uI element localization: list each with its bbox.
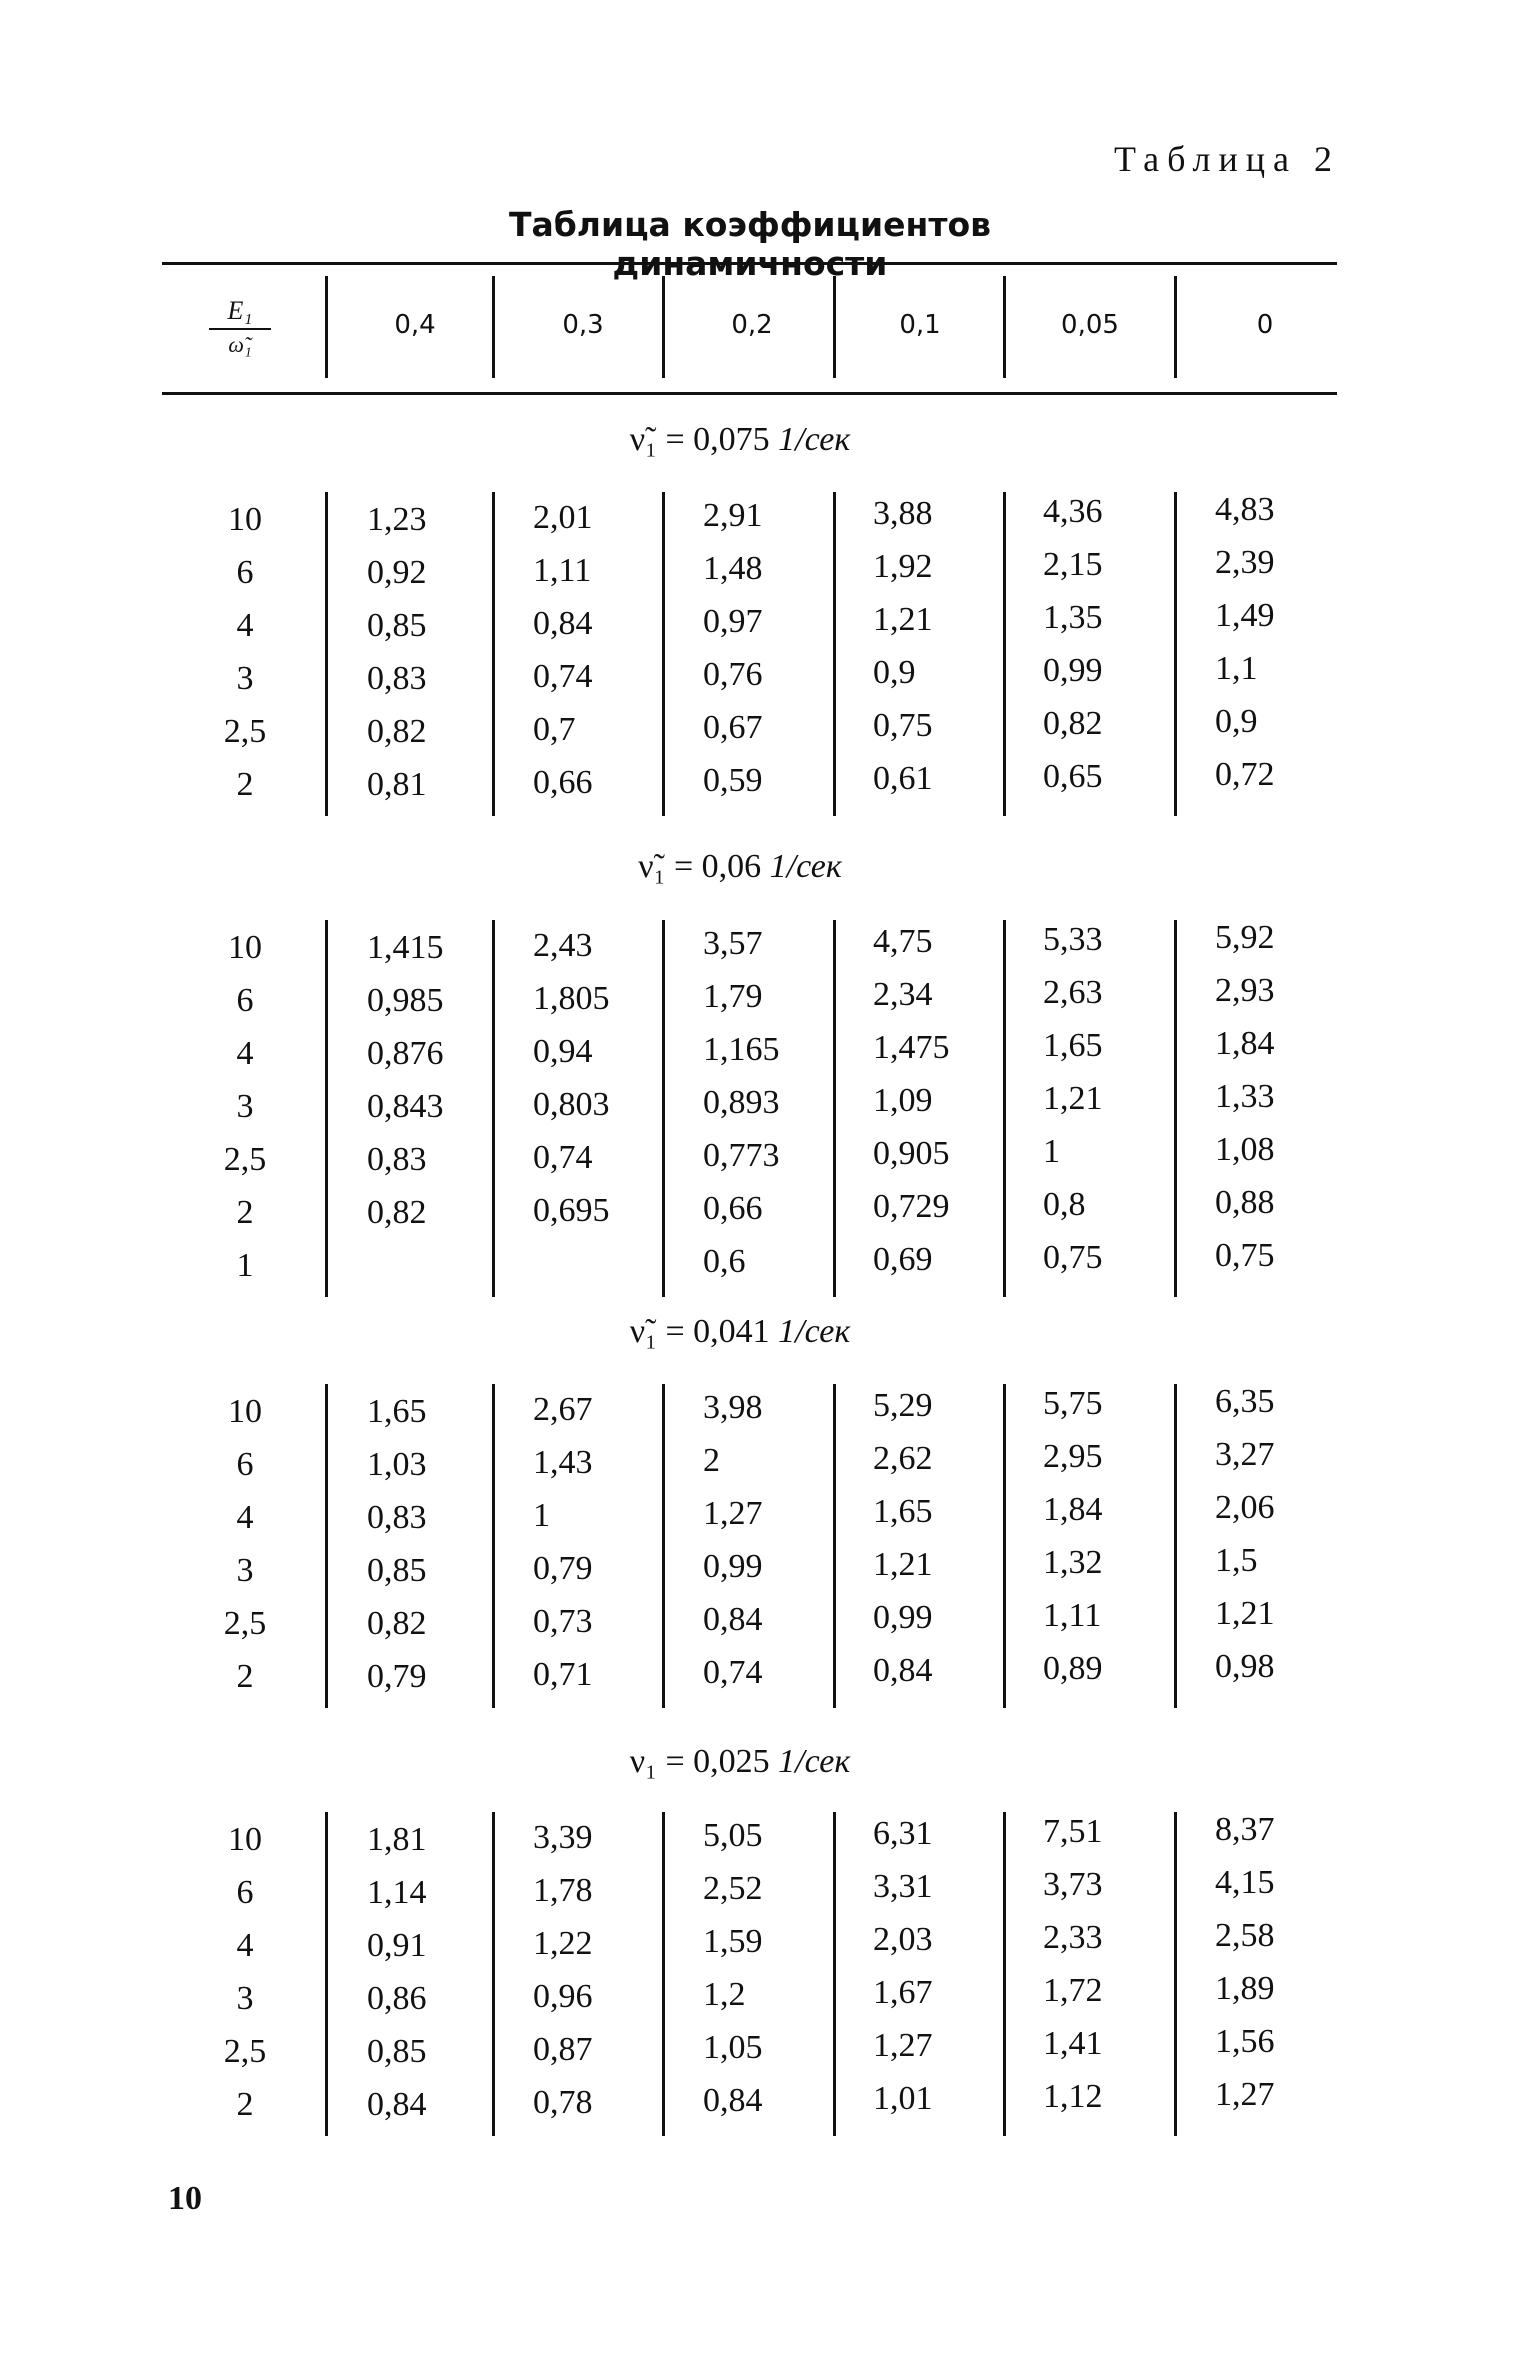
table-cell: 2,06 xyxy=(1215,1489,1275,1526)
row-label: 6 xyxy=(236,1446,254,1483)
table-cell: 0,773 xyxy=(703,1137,780,1174)
table-cell: 0,66 xyxy=(703,1190,763,1227)
section-heading-unit: 1/сек xyxy=(769,848,842,885)
table-cell: 1,89 xyxy=(1215,1970,1275,2007)
table-cell: 0,905 xyxy=(873,1135,950,1172)
table-cell: 0,96 xyxy=(533,1978,593,2015)
column-separator xyxy=(1003,1384,1006,1708)
table-cell: 0,83 xyxy=(367,1499,427,1536)
column-separator xyxy=(1174,920,1177,1297)
table-cell: 0,82 xyxy=(367,1605,427,1642)
column-separator xyxy=(833,492,836,816)
table-cell: 0,99 xyxy=(873,1599,933,1636)
table-cell: 3,73 xyxy=(1043,1866,1103,1903)
table-cell: 2,95 xyxy=(1043,1438,1103,1475)
table-cell: 0,82 xyxy=(367,1194,427,1231)
table-cell: 0,92 xyxy=(367,554,427,591)
table-cell: 1,22 xyxy=(533,1925,593,1962)
table-cell: 0,843 xyxy=(367,1088,444,1125)
column-separator xyxy=(492,1384,495,1708)
row-label: 10 xyxy=(228,929,262,966)
table-cell: 4,15 xyxy=(1215,1864,1275,1901)
table-cell: 0,99 xyxy=(703,1548,763,1585)
row-label: 2 xyxy=(236,1194,254,1231)
table-cell: 0,7 xyxy=(533,711,576,748)
column-separator xyxy=(325,1384,328,1708)
table-cell: 0,76 xyxy=(703,656,763,693)
column-separator xyxy=(662,492,665,816)
row-label: 2,5 xyxy=(223,713,267,750)
column-separator xyxy=(1003,920,1006,1297)
table-cell: 1,65 xyxy=(873,1493,933,1530)
table-cell: 3,31 xyxy=(873,1868,933,1905)
table-cell: 0,82 xyxy=(367,713,427,750)
table-cell: 1,805 xyxy=(533,980,610,1017)
row-label: 2,5 xyxy=(223,2033,267,2070)
table-cell: 0,75 xyxy=(1215,1237,1275,1274)
column-separator xyxy=(492,920,495,1297)
table-cell: 1,33 xyxy=(1215,1078,1275,1115)
table-cell: 3,27 xyxy=(1215,1436,1275,1473)
row-label: 4 xyxy=(236,607,254,644)
table-cell: 1,84 xyxy=(1043,1491,1103,1528)
table-cell: 4,75 xyxy=(873,923,933,960)
table-cell: 1,65 xyxy=(1043,1027,1103,1064)
table-title: Таблица коэффициентов динамичности xyxy=(508,205,991,283)
header-column: 0,1 xyxy=(899,310,941,340)
table-cell: 0,84 xyxy=(873,1652,933,1689)
table-cell: 0,72 xyxy=(1215,756,1275,793)
table-cell: 1,27 xyxy=(1215,2076,1275,2113)
table-cell: 1,415 xyxy=(367,929,444,966)
table-cell: 1,1 xyxy=(1215,650,1258,687)
table-cell: 0,74 xyxy=(703,1654,763,1691)
column-separator xyxy=(1174,1384,1177,1708)
row-label: 1 xyxy=(236,1247,254,1284)
table-cell: 2,43 xyxy=(533,927,593,964)
header-column: 0,2 xyxy=(731,310,773,340)
table-cell: 1,11 xyxy=(533,552,592,589)
table-cell: 0,9 xyxy=(1215,703,1258,740)
table-cell: 1,27 xyxy=(703,1495,763,1532)
table-cell: 2,03 xyxy=(873,1921,933,1958)
row-label: 10 xyxy=(228,1393,262,1430)
table-cell: 0,82 xyxy=(1043,705,1103,742)
row-label: 3 xyxy=(236,1552,254,1589)
column-separator xyxy=(833,1384,836,1708)
row-label: 4 xyxy=(236,1499,254,1536)
header-column-separator xyxy=(1174,276,1177,378)
table-cell: 0,75 xyxy=(1043,1239,1103,1276)
corner-numerator: E₁ xyxy=(227,296,253,325)
section-heading-value: ν̃₁ = 0,06 xyxy=(638,848,770,885)
table-cell: 2,62 xyxy=(873,1440,933,1477)
table-cell: 1,79 xyxy=(703,978,763,1015)
table-cell: 1 xyxy=(533,1497,550,1534)
table-cell: 5,92 xyxy=(1215,919,1275,956)
row-label: 2,5 xyxy=(223,1141,267,1178)
table-cell: 0,85 xyxy=(367,2033,427,2070)
table-cell: 0,98 xyxy=(1215,1648,1275,1685)
table-cell: 2,33 xyxy=(1043,1919,1103,1956)
header-column-separator xyxy=(325,276,328,378)
header-top-rule xyxy=(162,262,1337,265)
table-cell: 1,35 xyxy=(1043,599,1103,636)
table-cell: 0,69 xyxy=(873,1241,933,1278)
table-cell: 2,52 xyxy=(703,1870,763,1907)
table-cell: 0,8 xyxy=(1043,1186,1086,1223)
table-cell: 0,71 xyxy=(533,1656,593,1693)
table-cell: 0,66 xyxy=(533,764,593,801)
row-label: 6 xyxy=(236,1874,254,1911)
section-heading xyxy=(420,1740,1060,1784)
table-cell: 0,84 xyxy=(533,605,593,642)
table-cell: 1,78 xyxy=(533,1872,593,1909)
section-heading-unit: 1/сек xyxy=(778,1743,851,1780)
column-separator xyxy=(662,1384,665,1708)
table-cell: 1,32 xyxy=(1043,1544,1103,1581)
table-cell: 1,5 xyxy=(1215,1542,1258,1579)
table-cell: 1,67 xyxy=(873,1974,933,2011)
table-cell: 1,43 xyxy=(533,1444,593,1481)
table-cell: 1,84 xyxy=(1215,1025,1275,1062)
table-cell: 1,81 xyxy=(367,1821,427,1858)
table-cell: 0,876 xyxy=(367,1035,444,1072)
table-cell: 0,985 xyxy=(367,982,444,1019)
section-heading-unit: 1/сек xyxy=(778,1313,851,1350)
table-cell: 3,57 xyxy=(703,925,763,962)
table-cell: 0,65 xyxy=(1043,758,1103,795)
section-heading xyxy=(420,1310,1060,1354)
table-cell: 6,35 xyxy=(1215,1383,1275,1420)
table-cell: 5,05 xyxy=(703,1817,763,1854)
table-cell: 0,89 xyxy=(1043,1650,1103,1687)
header-column-separator xyxy=(1003,276,1006,378)
table-label: Таблица 2 xyxy=(1114,139,1340,179)
row-label: 2 xyxy=(236,2086,254,2123)
table-cell: 0,67 xyxy=(703,709,763,746)
table-cell: 0,94 xyxy=(533,1033,593,1070)
column-separator xyxy=(325,920,328,1297)
table-cell: 1,08 xyxy=(1215,1131,1275,1168)
row-label: 10 xyxy=(228,1821,262,1858)
table-cell: 2,63 xyxy=(1043,974,1103,1011)
column-separator xyxy=(662,920,665,1297)
table-cell: 0,79 xyxy=(367,1658,427,1695)
table-cell: 5,75 xyxy=(1043,1385,1103,1422)
table-cell: 1,05 xyxy=(703,2029,763,2066)
column-separator xyxy=(325,1812,328,2136)
page-number: 10 xyxy=(168,2180,202,2217)
table-cell: 1,48 xyxy=(703,550,763,587)
column-separator xyxy=(662,1812,665,2136)
table-cell: 3,88 xyxy=(873,495,933,532)
section-heading xyxy=(420,418,1060,462)
table-cell: 0,6 xyxy=(703,1243,746,1280)
row-label: 4 xyxy=(236,1927,254,1964)
table-cell: 1,41 xyxy=(1043,2025,1103,2062)
table-cell: 5,33 xyxy=(1043,921,1103,958)
table-cell: 3,98 xyxy=(703,1389,763,1426)
table-cell: 4,83 xyxy=(1215,491,1275,528)
table-cell: 5,29 xyxy=(873,1387,933,1424)
table-cell: 1,56 xyxy=(1215,2023,1275,2060)
table-cell: 0,84 xyxy=(703,2082,763,2119)
table-cell: 0,83 xyxy=(367,1141,427,1178)
table-cell: 0,803 xyxy=(533,1086,610,1123)
column-separator xyxy=(1174,1812,1177,2136)
header-column-separator xyxy=(492,276,495,378)
table-cell: 2,15 xyxy=(1043,546,1103,583)
table-cell: 1,59 xyxy=(703,1923,763,1960)
table-cell: 0,99 xyxy=(1043,652,1103,689)
table-cell: 0,87 xyxy=(533,2031,593,2068)
table-cell: 1,475 xyxy=(873,1029,950,1066)
table-cell: 0,74 xyxy=(533,1139,593,1176)
table-cell: 1 xyxy=(1043,1133,1060,1170)
table-cell: 6,31 xyxy=(873,1815,933,1852)
table-cell: 2,67 xyxy=(533,1391,593,1428)
section-heading-value: ν̃₁ = 0,075 xyxy=(629,421,779,458)
table-cell: 0,893 xyxy=(703,1084,780,1121)
table-cell: 1,09 xyxy=(873,1082,933,1119)
table-cell: 0,729 xyxy=(873,1188,950,1225)
row-label: 4 xyxy=(236,1035,254,1072)
column-separator xyxy=(1174,492,1177,816)
row-label: 3 xyxy=(236,660,254,697)
table-cell: 2,93 xyxy=(1215,972,1275,1009)
header-column: 0,05 xyxy=(1061,310,1119,340)
row-label: 6 xyxy=(236,982,254,1019)
table-cell: 7,51 xyxy=(1043,1813,1103,1850)
table-cell: 0,79 xyxy=(533,1550,593,1587)
table-cell: 0,91 xyxy=(367,1927,427,1964)
table-cell: 2,34 xyxy=(873,976,933,1013)
section-heading xyxy=(420,845,1060,889)
table-cell: 1,21 xyxy=(1215,1595,1275,1632)
row-label: 2 xyxy=(236,766,254,803)
row-label: 10 xyxy=(228,501,262,538)
table-cell: 1,49 xyxy=(1215,597,1275,634)
table-cell: 1,21 xyxy=(873,601,933,638)
table-cell: 0,73 xyxy=(533,1603,593,1640)
table-cell: 0,84 xyxy=(367,2086,427,2123)
table-cell: 0,85 xyxy=(367,607,427,644)
table-cell: 0,97 xyxy=(703,603,763,640)
header-column: 0,3 xyxy=(562,310,604,340)
table-cell: 1,11 xyxy=(1043,1597,1102,1634)
table-cell: 1,165 xyxy=(703,1031,780,1068)
table-cell: 0,59 xyxy=(703,762,763,799)
table-cell: 0,61 xyxy=(873,760,933,797)
table-cell: 3,39 xyxy=(533,1819,593,1856)
header-column: 0,4 xyxy=(394,310,436,340)
table-cell: 0,81 xyxy=(367,766,427,803)
row-label: 6 xyxy=(236,554,254,591)
table-cell: 0,83 xyxy=(367,660,427,697)
table-cell: 0,74 xyxy=(533,658,593,695)
section-heading-value: ν₁ = 0,025 xyxy=(629,1743,779,1780)
table-cell: 1,65 xyxy=(367,1393,427,1430)
table-cell: 1,01 xyxy=(873,2080,933,2117)
table-cell: 0,9 xyxy=(873,654,916,691)
table-cell: 2,91 xyxy=(703,497,763,534)
table-cell: 2,58 xyxy=(1215,1917,1275,1954)
row-label: 2,5 xyxy=(223,1605,267,1642)
table-cell: 1,92 xyxy=(873,548,933,585)
table-cell: 0,85 xyxy=(367,1552,427,1589)
header-column: 0 xyxy=(1256,310,1274,340)
column-separator xyxy=(1003,492,1006,816)
column-separator xyxy=(492,492,495,816)
table-cell: 4,36 xyxy=(1043,493,1103,530)
table-cell: 1,14 xyxy=(367,1874,427,1911)
table-cell: 0,84 xyxy=(703,1601,763,1638)
table-cell: 1,21 xyxy=(873,1546,933,1583)
column-separator xyxy=(492,1812,495,2136)
column-separator xyxy=(325,492,328,816)
table-cell: 1,2 xyxy=(703,1976,746,2013)
table-cell: 0,88 xyxy=(1215,1184,1275,1221)
table-cell: 1,03 xyxy=(367,1446,427,1483)
row-label: 3 xyxy=(236,1980,254,2017)
table-cell: 0,86 xyxy=(367,1980,427,2017)
corner-denominator: ω̃₁ xyxy=(228,332,252,357)
section-heading-unit: 1/сек xyxy=(778,421,851,458)
table-cell: 0,75 xyxy=(873,707,933,744)
header-column-separator xyxy=(662,276,665,378)
row-label: 3 xyxy=(236,1088,254,1125)
table-cell: 2 xyxy=(703,1442,720,1479)
table-cell: 8,37 xyxy=(1215,1811,1275,1848)
table-cell: 1,12 xyxy=(1043,2078,1103,2115)
table-cell: 0,78 xyxy=(533,2084,593,2121)
row-label: 2 xyxy=(236,1658,254,1695)
table-cell: 1,72 xyxy=(1043,1972,1103,2009)
column-separator xyxy=(833,920,836,1297)
section-heading-value: ν̃₁ = 0,041 xyxy=(629,1313,779,1350)
table-cell: 2,01 xyxy=(533,499,593,536)
header-corner-fraction xyxy=(200,294,280,360)
table-cell: 0,695 xyxy=(533,1192,610,1229)
table-cell: 2,39 xyxy=(1215,544,1275,581)
table-cell: 1,27 xyxy=(873,2027,933,2064)
table-cell: 1,21 xyxy=(1043,1080,1103,1117)
column-separator xyxy=(833,1812,836,2136)
column-separator xyxy=(1003,1812,1006,2136)
header-column-separator xyxy=(833,276,836,378)
header-bottom-rule xyxy=(162,392,1337,395)
table-cell: 1,23 xyxy=(367,501,427,538)
